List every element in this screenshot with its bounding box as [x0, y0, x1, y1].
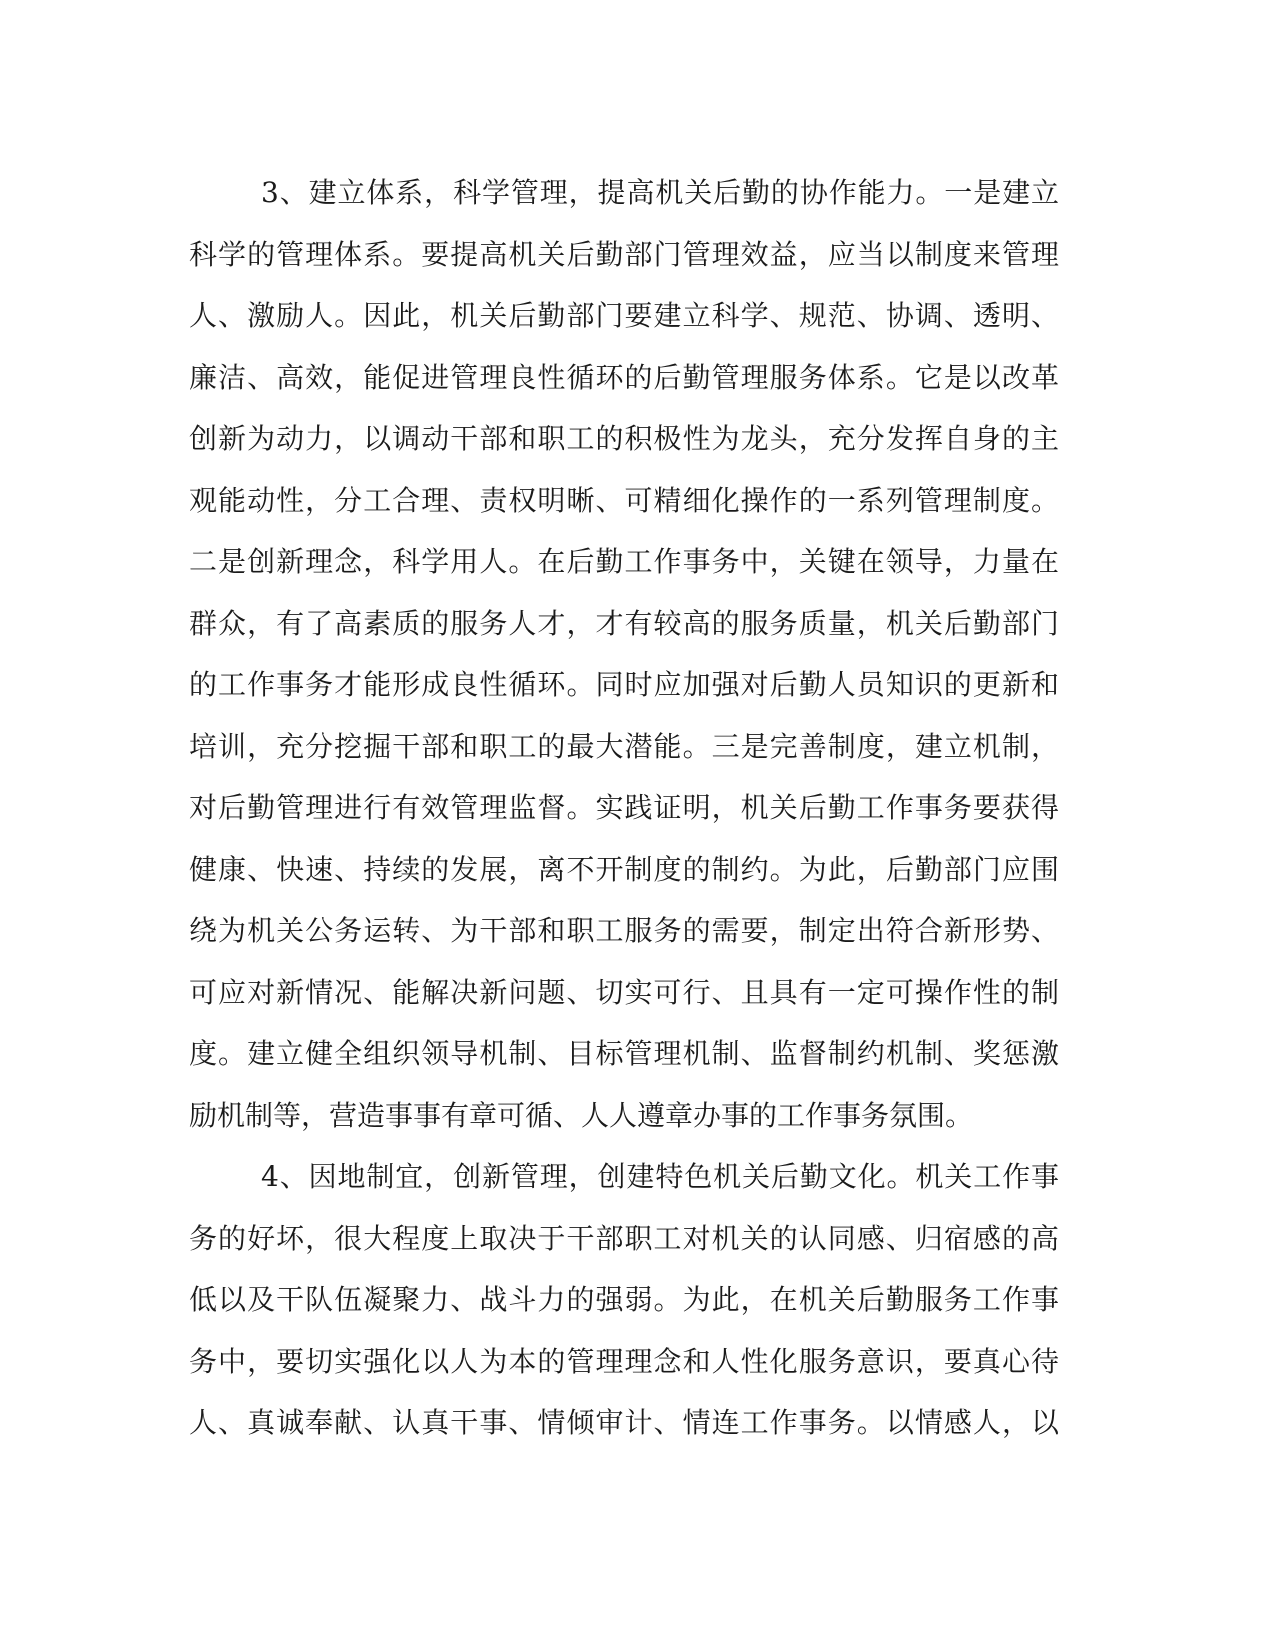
paragraph-line: 4、因地制宜，创新管理，创建特色机关后勤文化。机关工作事 [261, 1160, 1059, 1193]
paragraph-line: 可应对新情况、能解决新问题、切实可行、且具有一定可操作性的制 [189, 975, 1059, 1009]
paragraph-line: 的工作事务才能形成良性循环。同时应加强对后勤人员知识的更新和 [189, 668, 1059, 701]
paragraph-line: 绕为机关公务运转、为干部和职工服务的需要，制定出符合新形势、 [189, 914, 1059, 947]
paragraph-line: 低以及干队伍凝聚力、战斗力的强弱。为此，在机关后勤服务工作事 [189, 1283, 1059, 1316]
paragraph-line: 人、真诚奉献、认真干事、情倾审计、情连工作事务。以情感人，以 [189, 1406, 1059, 1439]
paragraph-line: 励机制等，营造事事有章可循、人人遵章办事的工作事务氛围。 [189, 1098, 974, 1132]
paragraph-line: 观能动性，分工合理、责权明晰、可精细化操作的一系列管理制度。 [189, 483, 1059, 517]
paragraph-line: 对后勤管理进行有效管理监督。实践证明，机关后勤工作事务要获得 [189, 791, 1059, 824]
paragraph-line: 3、建立体系，科学管理，提高机关后勤的协作能力。一是建立 [261, 176, 1059, 209]
paragraph-line: 培训，充分挖掘干部和职工的最大潜能。三是完善制度，建立机制， [189, 729, 1059, 763]
paragraph-line: 人、激励人。因此，机关后勤部门要建立科学、规范、协调、透明、 [189, 299, 1059, 332]
paragraph-line: 健康、快速、持续的发展，离不开制度的制约。为此，后勤部门应围 [189, 852, 1059, 886]
paragraph-line: 务中，要切实强化以人为本的管理理念和人性化服务意识，要真心待 [189, 1344, 1059, 1378]
paragraph-line: 科学的管理体系。要提高机关后勤部门管理效益，应当以制度来管理 [189, 237, 1059, 271]
body-text [189, 162, 1059, 1454]
paragraph-line: 务的好坏，很大程度上取决于干部职工对机关的认同感、归宿感的高 [189, 1221, 1059, 1255]
paragraph-line: 二是创新理念，科学用人。在后勤工作事务中，关键在领导，力量在 [189, 545, 1059, 578]
paragraph-line: 度。建立健全组织领导机制、目标管理机制、监督制约机制、奖惩激 [189, 1037, 1059, 1070]
paragraph-line: 创新为动力，以调动干部和职工的积极性为龙头，充分发挥自身的主 [189, 422, 1059, 455]
paragraph-line: 廉洁、高效，能促进管理良性循环的后勤管理服务体系。它是以改革 [189, 360, 1059, 394]
paragraph-line: 群众，有了高素质的服务人才，才有较高的服务质量，机关后勤部门 [189, 606, 1059, 640]
